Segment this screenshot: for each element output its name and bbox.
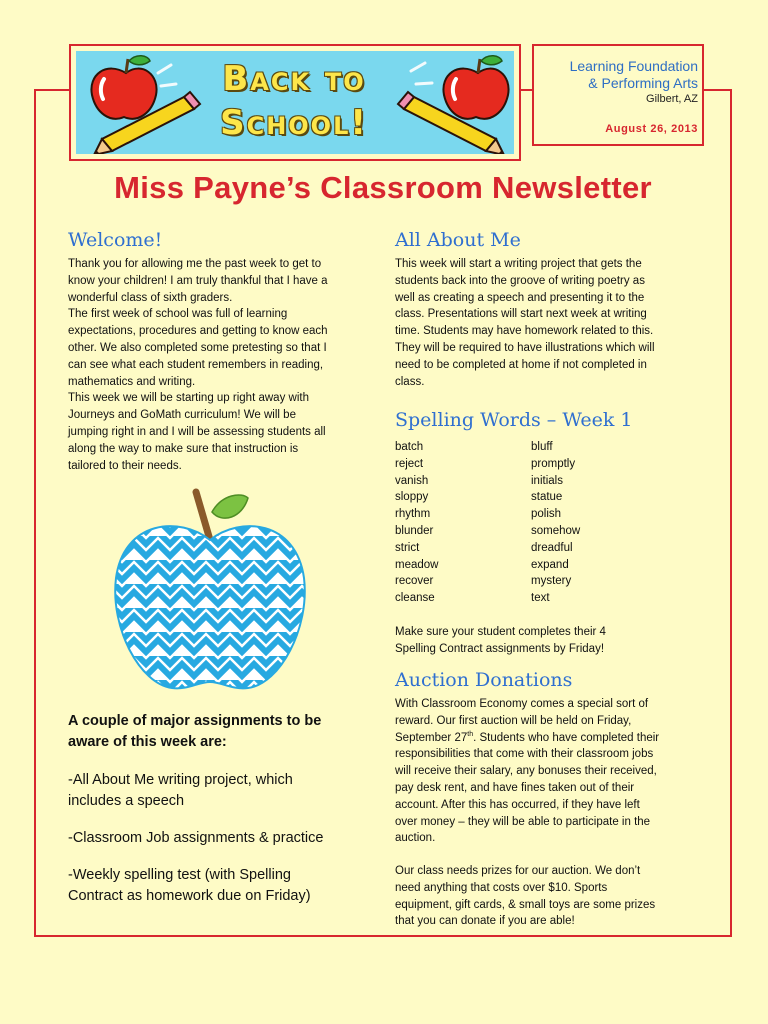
text-line: -Weekly spelling test (with Spelling — [68, 867, 291, 883]
text-line: Journeys and GoMath curriculum! We will be — [68, 409, 296, 422]
spelling-word: promptly — [531, 457, 576, 470]
spelling-word: meadow — [395, 558, 439, 571]
spelling-word: polish — [531, 508, 562, 521]
back-to-school-banner — [69, 44, 521, 161]
text-line: tailored to their needs. — [68, 459, 182, 472]
banner-title-line1: Back to — [222, 59, 366, 99]
text-line: responsibilities that come with their classroom jobs — [395, 748, 654, 761]
spelling-word: bluff — [531, 441, 553, 453]
text-line: Thank you for allowing me the past week to get to — [68, 258, 322, 270]
banner-background — [76, 51, 514, 154]
auction-heading: Auction Donations — [395, 669, 573, 691]
assignment-item — [68, 770, 358, 812]
text-line: know your children! I am truly thankful that I have a — [68, 274, 328, 287]
text-line: expectations, procedures and getting to know each — [68, 325, 328, 338]
newsletter-date: August 26, 2013 — [605, 123, 698, 135]
auction-text — [395, 696, 705, 847]
text-line: -All About Me writing project, which — [68, 772, 293, 788]
spelling-word: text — [531, 592, 550, 605]
about-heading: All About Me — [395, 229, 521, 251]
spelling-word: expand — [531, 558, 569, 571]
spelling-word: statue — [531, 491, 563, 504]
text-line: pay desk rent, and have fines taken out of their — [395, 781, 635, 794]
text-line: along the way to make sure that instruction is — [68, 442, 299, 455]
assignments-intro — [68, 711, 358, 753]
spelling-word: batch — [395, 441, 424, 453]
text-line: With Classroom Economy comes a special sort of — [395, 698, 649, 710]
text-line: equipment, gift cards, & small toys are some prizes — [395, 898, 656, 911]
chevron-apple-icon — [110, 488, 310, 694]
apple-icon-left — [91, 56, 156, 119]
superscript: th — [467, 730, 474, 738]
text-line: jumping right in and I will be assessing students all — [68, 425, 326, 438]
text-line: that you can donate if you are able! — [395, 915, 575, 928]
spelling-word: strict — [395, 541, 420, 554]
text-line: need to be completed at home if not completed in — [395, 358, 647, 371]
text-line: Make sure your student completes their 4 — [395, 626, 606, 638]
spelling-word: blunder — [395, 524, 434, 537]
text-line: auction. — [395, 832, 436, 845]
spelling-word: reject — [395, 457, 424, 470]
spelling-word: cleanse — [395, 592, 435, 605]
spelling-word: initials — [531, 474, 563, 487]
text-line: They will be required to have illustrations which will — [395, 341, 655, 354]
newsletter-title: Miss Payne’s Classroom Newsletter — [114, 170, 652, 205]
text-line: A couple of major assignments to be — [68, 713, 322, 729]
text-line: account. After this has occurred, if they have left — [395, 798, 640, 811]
text-line: includes a speech — [68, 793, 185, 809]
text-line: This week will start a writing project that gets the — [395, 258, 642, 270]
spelling-word: rhythm — [395, 508, 431, 521]
text-line: well as creating a speech and presenting it to the — [395, 291, 645, 304]
school-location: Gilbert, AZ — [646, 93, 698, 105]
text-line: The first week of school was full of learning — [68, 308, 288, 321]
text-line: mathematics and writing. — [68, 375, 196, 388]
spelling-word: vanish — [395, 474, 429, 487]
assignment-item — [68, 865, 358, 907]
auction-prizes-text — [395, 863, 705, 930]
text-line: aware of this week are: — [68, 734, 227, 750]
school-name-line1: Learning Foundation — [569, 58, 698, 74]
text-line: class. — [395, 375, 425, 388]
text-line: wonderful class of sixth graders. — [68, 291, 233, 304]
school-info-box — [532, 44, 704, 146]
welcome-text — [68, 256, 368, 474]
text-line: can see what each student remembers in reading, — [68, 358, 324, 371]
text-line — [395, 730, 705, 747]
spelling-word: recover — [395, 575, 434, 588]
text-span: . Students who have completed their — [473, 731, 660, 744]
spelling-word: sloppy — [395, 491, 429, 504]
spelling-note — [395, 624, 695, 658]
spelling-word: mystery — [531, 575, 572, 588]
text-line: Our class needs prizes for our auction. We don’t — [395, 865, 641, 877]
text-line: students back into the groove of writing poetry as — [395, 274, 645, 287]
text-line: reward. Our first auction will be held on Friday, — [395, 714, 632, 727]
text-line: over money – they will be able to participate in the — [395, 815, 651, 828]
text-line: class. Presentations will start next week at writing — [395, 308, 647, 321]
text-line: will receive their salary, any bonuses their received, — [395, 765, 657, 778]
spelling-word: dreadful — [531, 541, 573, 554]
text-line: time. Students may have homework related to this. — [395, 325, 654, 338]
text-line: -Classroom Job assignments & practice — [68, 830, 324, 846]
spelling-heading: Spelling Words – Week 1 — [395, 409, 633, 431]
school-name-line2: & Performing Arts — [588, 75, 698, 91]
spelling-list-col1 — [395, 439, 438, 607]
text-line: Spelling Contract assignments by Friday! — [395, 642, 605, 655]
text-line: other. We also completed some pretesting so that I — [68, 341, 327, 354]
text-span: September 27 — [395, 731, 468, 744]
spelling-word: somehow — [531, 524, 581, 537]
text-line: need anything that costs over $10. Sports — [395, 881, 608, 894]
spelling-list-col2 — [531, 439, 580, 607]
apple-icon-right — [443, 56, 508, 119]
text-line: Contract as homework due on Friday) — [68, 888, 311, 904]
banner-title-line2: School! — [220, 103, 368, 143]
about-text — [395, 256, 695, 390]
banner-title — [194, 57, 394, 145]
text-line: This week we will be starting up right away with — [68, 392, 309, 405]
welcome-heading: Welcome! — [68, 229, 163, 251]
assignment-item — [68, 828, 358, 849]
